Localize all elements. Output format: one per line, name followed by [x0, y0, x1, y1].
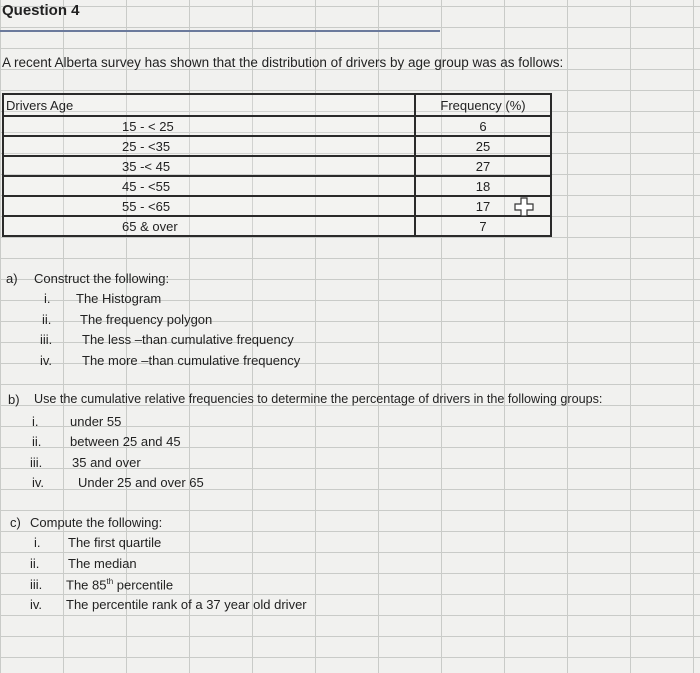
list-item-number: i.: [32, 414, 39, 429]
list-item: The median: [68, 556, 137, 571]
list-item: under 55: [70, 414, 122, 429]
ordinal-suffix: th: [106, 577, 114, 586]
list-item-number: ii.: [32, 434, 42, 449]
title-divider: [0, 30, 440, 32]
list-item-number: iii.: [30, 577, 43, 592]
part-c-label: c): [10, 515, 21, 530]
list-item-number: iv.: [32, 475, 45, 490]
list-item-number: ii.: [30, 556, 40, 571]
frequency-cell: 7: [415, 216, 551, 236]
table-header-row: [3, 94, 551, 116]
list-item: The Histogram: [76, 291, 162, 306]
list-item: The more –than cumulative frequency: [82, 353, 301, 368]
list-item: The first quartile: [68, 535, 162, 550]
list-item-number: i.: [44, 291, 51, 306]
frequency-cell: 25: [415, 136, 551, 156]
list-item-text: percentile: [113, 577, 174, 593]
cell-cursor-plus-icon: [514, 197, 534, 217]
frequency-cell: 17: [415, 196, 551, 216]
list-item: The frequency polygon: [80, 312, 213, 327]
age-cell: 45 - <55: [3, 176, 415, 196]
list-item: [66, 577, 173, 592]
age-cell: 25 - <35: [3, 136, 415, 156]
age-cell: 15 - < 25: [3, 116, 415, 136]
header-drivers-age: Drivers Age: [3, 94, 415, 116]
list-item: between 25 and 45: [70, 434, 181, 449]
intro-text: A recent Alberta survey has shown that the distribution of drivers by age group was as follows:: [2, 55, 564, 70]
list-item: The percentile rank of a 37 year old driver: [66, 597, 307, 612]
table-row: [3, 216, 551, 236]
list-item-number: iv.: [40, 353, 53, 368]
frequency-cell: 6: [415, 116, 551, 136]
frequency-cell: 18: [415, 176, 551, 196]
list-item: Under 25 and over 65: [78, 475, 204, 490]
table-row: [3, 136, 551, 156]
list-item-number: iii.: [30, 455, 43, 470]
age-distribution-table: [2, 93, 552, 237]
age-cell: 55 - <65: [3, 196, 415, 216]
table-row: [3, 176, 551, 196]
question-title: Question 4: [2, 2, 80, 19]
list-item-number: i.: [34, 535, 41, 550]
list-item: The less –than cumulative frequency: [82, 332, 294, 347]
list-item-number: ii.: [42, 312, 52, 327]
part-b-heading: Use the cumulative relative frequencies to determine the percentage of drivers in the following groups:: [34, 392, 603, 406]
header-frequency: Frequency (%): [415, 94, 551, 116]
age-cell: 65 & over: [3, 216, 415, 236]
list-item: 35 and over: [72, 455, 141, 470]
part-a-label: a): [6, 271, 18, 286]
part-b-label: b): [8, 392, 20, 407]
age-cell: 35 -< 45: [3, 156, 415, 176]
list-item-number: iv.: [30, 597, 43, 612]
list-item-number: iii.: [40, 332, 53, 347]
table-row: [3, 116, 551, 136]
frequency-cell: 27: [415, 156, 551, 176]
part-c-heading: Compute the following:: [30, 515, 163, 530]
table-row: [3, 156, 551, 176]
table-row: [3, 196, 551, 216]
part-a-heading: Construct the following:: [34, 271, 170, 286]
list-item-text: The 85: [66, 577, 107, 593]
